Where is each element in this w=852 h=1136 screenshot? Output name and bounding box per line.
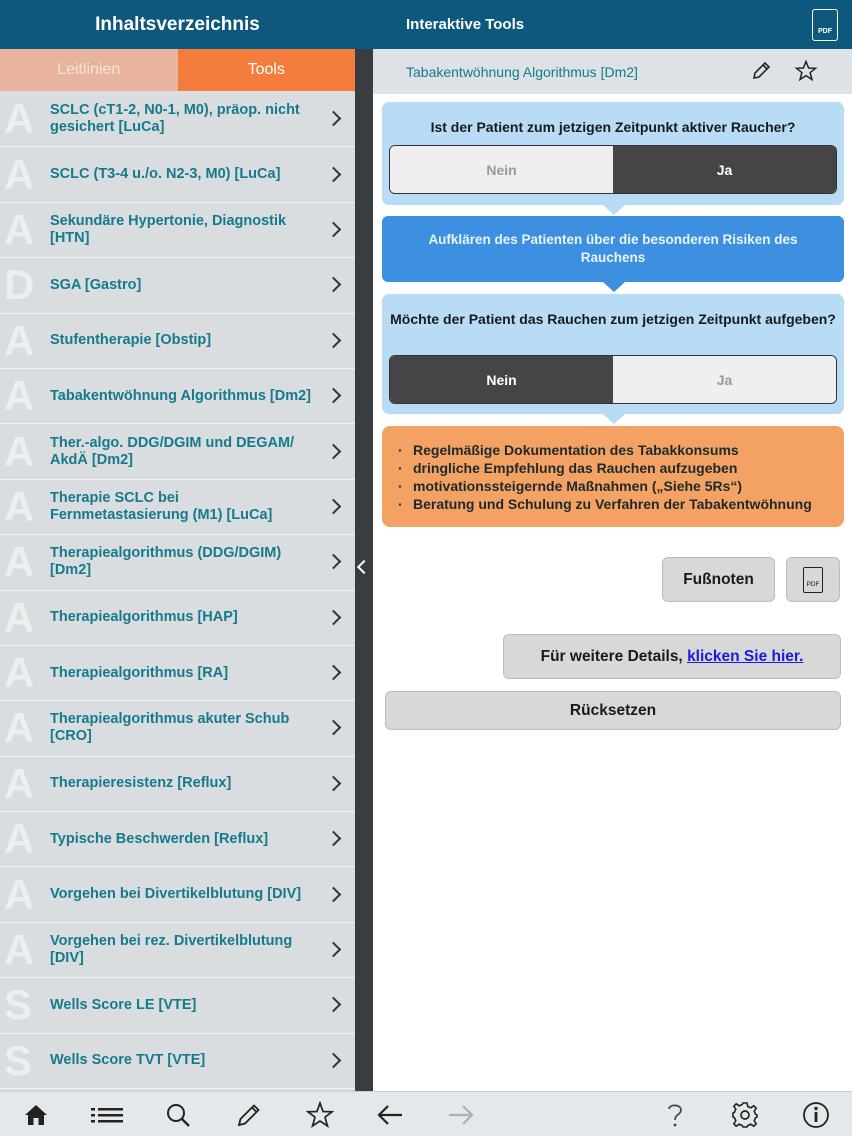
category-letter: A <box>4 593 35 641</box>
flow-arrow <box>603 282 625 292</box>
category-letter: A <box>4 95 35 143</box>
help-icon[interactable] <box>664 1101 686 1129</box>
tab-guidelines[interactable]: Leitlinien <box>0 49 178 91</box>
pdf-icon-label: PDF <box>818 28 832 35</box>
chevron-right-icon <box>326 609 342 625</box>
list-icon[interactable] <box>90 1101 124 1129</box>
risk-info-box <box>382 216 844 282</box>
toc-item-label: SCLC (T3-4 u./o. N2-3, M0) [LuCa] <box>50 166 281 183</box>
bottom-toolbar <box>0 1091 852 1136</box>
favorite-star-icon[interactable] <box>794 59 818 83</box>
pencil-icon[interactable] <box>236 1101 262 1129</box>
reset-button[interactable]: Rücksetzen <box>385 691 841 730</box>
category-letter: A <box>4 759 35 807</box>
toc-list-item[interactable] <box>0 978 355 1033</box>
category-letter: A <box>4 372 35 420</box>
question-1-no-button[interactable]: Nein <box>390 146 613 193</box>
toc-list-item[interactable] <box>0 646 355 701</box>
toc-item-label: Therapie SCLC bei Fernmetastasierung (M1) [LuCa] <box>50 489 273 523</box>
recommendation-item <box>398 441 834 459</box>
chevron-right-icon <box>326 665 342 681</box>
toc-list-item[interactable] <box>0 591 355 646</box>
question-2-yes-button[interactable]: Ja <box>613 356 836 403</box>
pdf-icon[interactable] <box>812 9 838 41</box>
toc-item-label: SGA [Gastro] <box>50 276 142 293</box>
toc-list-item[interactable] <box>0 424 355 479</box>
pdf-small-label: PDF <box>806 580 820 588</box>
footnotes-button[interactable]: Fußnoten <box>662 557 775 602</box>
recommendation-text: Regelmäßige Dokumentation des Tabakkonsums <box>413 442 739 458</box>
toc-list <box>0 92 355 1089</box>
category-letter: A <box>4 926 35 974</box>
question-2-box <box>382 294 844 414</box>
recommendation-text: motivationssteigernde Maßnahmen („Siehe 5Rs“) <box>413 478 743 494</box>
toc-item-label: Wells Score LE [VTE] <box>50 996 197 1013</box>
category-letter: S <box>4 1036 33 1084</box>
toc-list-item[interactable] <box>0 369 355 424</box>
toc-list-item[interactable] <box>0 203 355 258</box>
recommendation-item <box>398 477 834 495</box>
toc-item-label: Ther.-algo. DDG/DGIM und DEGAM/ AkdÄ [Dm2] <box>50 434 295 468</box>
toc-item-label: Tabakentwöhnung Algorithmus [Dm2] <box>50 387 311 404</box>
chevron-right-icon <box>326 111 342 127</box>
recommendation-text: Beratung und Schulung zu Verfahren der Tabakentwöhnung <box>413 496 812 512</box>
tool-header <box>373 0 852 49</box>
chevron-right-icon <box>326 554 342 570</box>
edit-pencil-icon[interactable] <box>750 60 772 82</box>
question-1-text: Ist der Patient zum jetzigen Zeitpunkt aktiver Raucher? <box>430 119 796 135</box>
recommendation-item <box>398 459 834 477</box>
question-1-box <box>382 102 844 205</box>
toc-item-label: SCLC (cT1-2, N0-1, M0), präop. nicht gesichert [LuCa] <box>50 102 300 136</box>
chevron-right-icon <box>326 166 342 182</box>
category-letter: A <box>4 870 35 918</box>
star-icon[interactable] <box>306 1101 334 1129</box>
toc-list-item[interactable] <box>0 480 355 535</box>
category-letter: A <box>4 482 35 530</box>
tool-subheader <box>373 49 852 94</box>
tool-panel <box>373 0 852 1091</box>
chevron-right-icon <box>326 776 342 792</box>
toc-list-item[interactable] <box>0 701 355 756</box>
toc-item-label: Vorgehen bei rez. Divertikelblutung [DIV] <box>50 933 293 967</box>
category-letter: A <box>4 150 35 198</box>
chevron-right-icon <box>326 499 342 515</box>
toc-list-item[interactable] <box>0 923 355 978</box>
details-prefix: Für weitere Details, <box>540 647 688 665</box>
toc-item-label: Therapiealgorithmus [RA] <box>50 664 229 681</box>
details-button[interactable] <box>503 634 841 679</box>
chevron-right-icon <box>326 332 342 348</box>
toc-list-item[interactable] <box>0 1034 355 1089</box>
flow-arrow <box>603 205 625 215</box>
category-letter: A <box>4 649 35 697</box>
toc-item-label: Vorgehen bei Divertikelblutung [DIV] <box>50 886 302 903</box>
toc-item-label: Stufentherapie [Obstip] <box>50 332 212 349</box>
toc-item-label: Therapiealgorithmus [HAP] <box>50 609 238 626</box>
bullet: · <box>398 442 403 458</box>
chevron-right-icon <box>326 1053 342 1069</box>
chevron-right-icon <box>326 388 342 404</box>
question-1-yes-button[interactable]: Ja <box>613 146 836 193</box>
category-letter: A <box>4 205 35 253</box>
recommendation-text: dringliche Empfehlung das Rauchen aufzugeben <box>413 460 738 476</box>
toc-item-label: Therapiealgorithmus (DDG/DGIM) [Dm2] <box>50 545 282 579</box>
question-2-toggle <box>389 355 837 404</box>
category-letter: D <box>4 261 35 309</box>
toc-item-label: Typische Beschwerden [Reflux] <box>50 830 269 847</box>
tab-tools[interactable]: Tools <box>178 49 356 91</box>
search-icon[interactable] <box>165 1101 191 1129</box>
category-letter: A <box>4 427 35 475</box>
category-letter: S <box>4 981 33 1029</box>
chevron-right-icon <box>326 277 342 293</box>
toc-item-label: Wells Score TVT [VTE] <box>50 1052 206 1069</box>
back-arrow-icon[interactable] <box>376 1101 404 1129</box>
chevron-right-icon <box>326 942 342 958</box>
toc-list-item[interactable] <box>0 757 355 812</box>
chevron-right-icon <box>326 720 342 736</box>
toc-list-item[interactable] <box>0 535 355 590</box>
category-letter: A <box>4 538 35 586</box>
question-1-toggle <box>389 145 837 194</box>
pdf-export-button[interactable] <box>786 557 840 602</box>
toc-list-item[interactable] <box>0 92 355 147</box>
home-icon[interactable] <box>23 1101 49 1129</box>
tool-header-title: Interaktive Tools <box>406 16 525 33</box>
recommendation-item <box>398 495 834 513</box>
toc-item-label: Therapieresistenz [Reflux] <box>50 775 232 792</box>
question-2-no-button[interactable]: Nein <box>390 356 613 403</box>
toc-list-item[interactable] <box>0 147 355 202</box>
toc-item-label: Sekundäre Hypertonie, Diagnostik [HTN] <box>50 212 287 246</box>
settings-icon[interactable] <box>731 1101 759 1129</box>
toc-list-item[interactable] <box>0 314 355 369</box>
table-of-contents-panel <box>0 0 355 1091</box>
split-divider[interactable] <box>355 0 373 1091</box>
category-letter: A <box>4 704 35 752</box>
recommendation-box <box>382 426 844 527</box>
chevron-right-icon <box>326 997 342 1013</box>
toc-list-item[interactable] <box>0 258 355 313</box>
question-2-text: Möchte der Patient das Rauchen zum jetzigen Zeitpunkt aufgeben? <box>390 311 836 327</box>
pdf-icon <box>803 567 823 593</box>
toc-list-item[interactable] <box>0 812 355 867</box>
category-letter: A <box>4 815 35 863</box>
bullet: · <box>398 478 403 494</box>
info-icon[interactable] <box>802 1101 830 1129</box>
tool-subtitle: Tabakentwöhnung Algorithmus [Dm2] <box>406 63 638 80</box>
divider-header <box>355 0 373 49</box>
forward-arrow-icon <box>447 1101 475 1129</box>
toc-title: Inhaltsverzeichnis <box>0 0 355 49</box>
toc-item-label: Therapiealgorithmus akuter Schub [CRO] <box>50 711 290 745</box>
chevron-right-icon <box>326 443 342 459</box>
chevron-right-icon <box>326 831 342 847</box>
chevron-right-icon <box>326 886 342 902</box>
bullet: · <box>398 496 403 512</box>
bullet: · <box>398 460 403 476</box>
segment-control <box>0 49 355 91</box>
category-letter: A <box>4 316 35 364</box>
toc-list-item[interactable] <box>0 867 355 922</box>
chevron-right-icon <box>326 222 342 238</box>
flow-arrow <box>603 414 625 424</box>
details-link[interactable]: klicken Sie hier. <box>687 647 804 665</box>
risk-info-text: Aufklären des Patienten über die besonderen Risiken des Rauchens <box>428 232 798 265</box>
